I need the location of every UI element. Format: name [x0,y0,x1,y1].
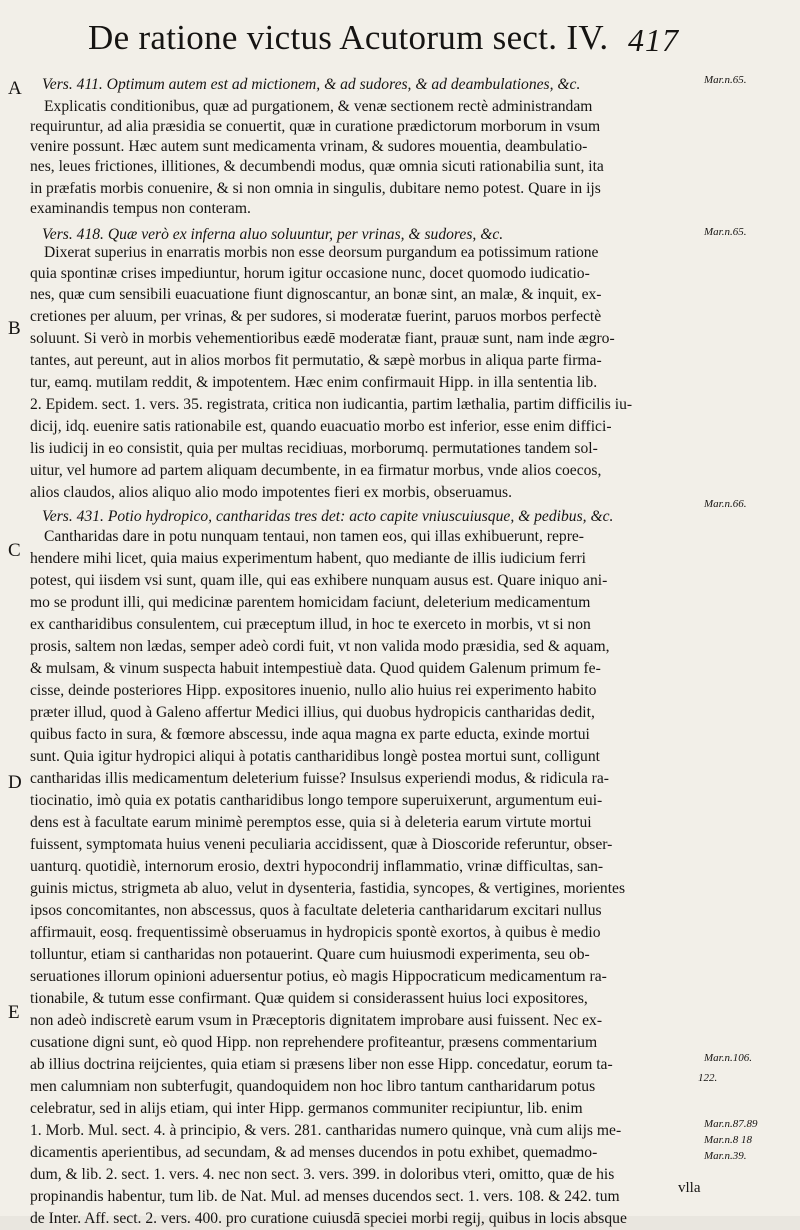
text-line: uitur, vel humore ad partem aliquam decumbente, in ea firmatur morbus, vnde alios coecos, [30,462,602,479]
text-line: potest, qui iisdem vsi sunt, quam ille, qui eas exhibere nunquam ausus est. Quare iniquo ani- [30,572,608,589]
text-line: tolluntur, etiam si cantharidas non potauerint. Quare cum huiusmodi experimenta, seu ob- [30,946,590,963]
text-line: præter illud, quod à Galeno affertur Medici illius, qui duobus hydropicis cantharidas dedit, [30,704,595,721]
page-number: 417 [628,22,679,58]
text-line: dicamentis aperientibus, ad secundam, & ad menses ducendos in potu exhibet, quemadmo- [30,1144,598,1161]
text-line: 2. Epidem. sect. 1. vers. 35. registrata, critica non iudicantia, partim læthalia, partim difficilis iu- [30,396,633,413]
margin-reference: Mar.n.65. [704,226,747,238]
text-line: cantharidas illis medicamentum deleterium fuisse? Insulsus experiendi modus, & ridicula ra- [30,770,609,787]
text-line: dum, & lib. 2. sect. 1. vers. 4. nec non sect. 3. vers. 399. in doloribus vteri, omitto, quæ de his [30,1166,615,1183]
margin-reference: Mar.n.8 18 [704,1134,752,1146]
text-line: fuissent, symptomata huius veneni peculiaria accidissent, quæ à Dioscoride referuntur, obser- [30,836,613,853]
page-header [0,8,800,68]
text-line: tiocinatio, imò quia ex potatis cantharidibus longo tempore superuixerunt, argumentum eui- [30,792,603,809]
text-line: affirmauit, eosq. frequentissimè obseruamus in hydropicis spontè exortos, à quibus è medio [30,924,601,941]
side-letter: C [8,540,21,561]
text-line: men calumniam non subterfugit, quandoquidem non hoc libro tantum cantharidarum potus [30,1078,596,1095]
text-line: dens est à facultate earum minimè peremptos esse, quia si à deleteria earum virtute mortui [30,814,592,831]
text-line: venire possunt. Hæc autem sunt medicamenta vrinam, & sudores mouentia, deambulatio- [30,138,588,155]
text-line: ex cantharidibus consulentem, cui præceptum illud, in hoc te exerceto in morbis, vt si non [30,616,591,633]
side-letter: B [8,318,21,339]
text-line: de Inter. Aff. sect. 2. vers. 400. pro curatione cuiusdā speciei morbi regij, quibus in locis absque [30,1210,627,1227]
text-line: hendere mihi licet, quia maius experimentum habent, quo mediante de illis iudicium ferri [30,550,587,567]
text-line: in præfatis morbis conuenire, & si non omnia in singulis, dubitare nemo potest. Quare in ijs [30,180,601,197]
margin-reference: 122. [698,1072,718,1084]
text-line: propinandis habentur, tum lib. de Nat. Mul. ad menses ducendos sect. 1. vers. 108. & 242. tum [30,1188,620,1205]
margin-reference: Mar.n.66. [704,498,747,510]
verse-heading: Vers. 418. Quæ verò ex inferna aluo soluuntur, per vrinas, & sudores, &c. [42,226,504,243]
text-line: cusatione digni sunt, eò quod Hipp. non reprehendere profiteantur, præsens commentarium [30,1034,598,1051]
text-line: ipsos concomitantes, non abscessus, quos à facultate deleteria cantharidarum excitari nullus [30,902,602,919]
text-line: lis iudicij in eo consistit, quia per multas recidiuas, morborumq. permutationes tandem sol- [30,440,598,457]
text-line: soluunt. Si verò in morbis vehementioribus eædē moderatæ fiant, prauæ sunt, nam inde ægro- [30,330,615,347]
text-line: nes, leues frictiones, illitiones, & decumbendi modus, quæ omnia sicuti rationabilia sunt, ita [30,158,604,175]
text-line: tionabile, & tutum esse confirmant. Quæ quidem si considerassent huius loci expositores, [30,990,588,1007]
text-line: cretiones per aluum, per vrinas, & per sudores, si moderatæ fuerint, paruos morbos perfectè [30,308,602,325]
text-line: tur, eamq. mutilam reddit, & impotentem. Hæc enim confirmauit Hipp. in illa sententia lib. [30,374,598,391]
text-line: guinis mictus, strigmeta ab aluo, velut in dysenteria, fastidia, syncopes, & vertigines, morientes [30,880,626,897]
text-line: nes, quæ cum sensibili euacuatione fiunt dignoscantur, an bonæ sint, an malæ, & inquit, ex- [30,286,602,303]
margin-reference: Mar.n.65. [704,74,747,86]
text-line: examinandis tempus non conteram. [30,200,251,217]
text-line: dicij, idq. euenire satis rationabile est, quando euacuatio morbo est inferior, esse enim diffici- [30,418,612,435]
margin-reference: Mar.n.106. [704,1052,752,1064]
catchword: vlla [678,1180,701,1196]
text-line: tantes, aut pereunt, aut in alios morbos fit permutatio, & sæpè morbus in aliqua parte firma- [30,352,602,369]
running-title: De ratione victus Acutorum sect. IV. [88,18,609,57]
text-line: non adeò indiscretè earum vsum in Præceptoris dignitatem improbare ausi fuissent. Nec ex- [30,1012,603,1029]
text-line: Explicatis conditionibus, quæ ad purgationem, & venæ sectionem rectè administrandam [44,98,593,115]
text-line: prosis, saltem non lædas, semper adeò cordi fuit, vt non valida modo præsidia, sed & aquam, [30,638,610,655]
side-letter: A [8,78,22,99]
text-line: alios claudos, alios aliquo alio modo impotentes fieri ex morbis, obseruamus. [30,484,513,501]
verse-heading: Vers. 411. Optimum autem est ad mictionem, & ad sudores, & ad deambulationes, &c. [42,76,581,93]
text-line: mo se produnt illi, qui medicinæ parentem homicidam faciunt, deleterium medicamentum [30,594,591,611]
text-line: cisse, deinde posteriores Hipp. expositores inuenio, nullo alio huius rei experimento habito [30,682,597,699]
text-line: Dixerat superius in enarratis morbis non esse deorsum purgandum ea potissimum ratione [44,244,599,261]
text-line: celebratur, sed in alijs etiam, qui inter Hipp. germanos communiter recipiuntur, lib. enim [30,1100,583,1117]
text-line: 1. Morb. Mul. sect. 4. à principio, & vers. 281. cantharidas numero quinque, vnà cum alijs me- [30,1122,622,1139]
text-line: requiruntur, ad alia præsidia se conuertit, quæ in curatione prædictorum morborum in vsum [30,118,601,135]
text-line: sunt. Quia igitur hydropici aliqui à potatis cantharidibus longè postea mortui sunt, colligunt [30,748,600,765]
text-line: seruationes illorum opinioni aduersentur potius, eò magis Hippocraticum medicamentum ra- [30,968,607,985]
text-line: & mulsam, & vinum suspecta habuit intempestiuè data. Quod quidem Galenum primum fe- [30,660,601,677]
side-letter: D [8,772,22,793]
text-line: ab illius doctrina reijcientes, quia etiam si præsens liber non esse Hipp. concedatur, eorum ta- [30,1056,613,1073]
side-letter: E [8,1002,20,1023]
margin-reference: Mar.n.87.89 [704,1118,758,1130]
margin-reference: Mar.n.39. [704,1150,747,1162]
verse-heading: Vers. 431. Potio hydropico, cantharidas tres det: acto capite vniuscuiusque, & pedibus, &c. [42,508,614,525]
text-line: quia spontinæ crises impediuntur, horum igitur occasione nunc, docet quomodo iudicatio- [30,265,590,282]
text-line: uanturq. quotidiè, internorum erosio, dextri hypocondrij inflammatio, vrinæ difficultas, san- [30,858,604,875]
text-line: Cantharidas dare in potu nunquam tentaui, non tamen eos, qui illas exhibuerunt, repre- [44,528,585,545]
text-line: quibus facto in sura, & fœmore abscessu, inde aqua magna ex parte educta, exinde mortui [30,726,590,743]
